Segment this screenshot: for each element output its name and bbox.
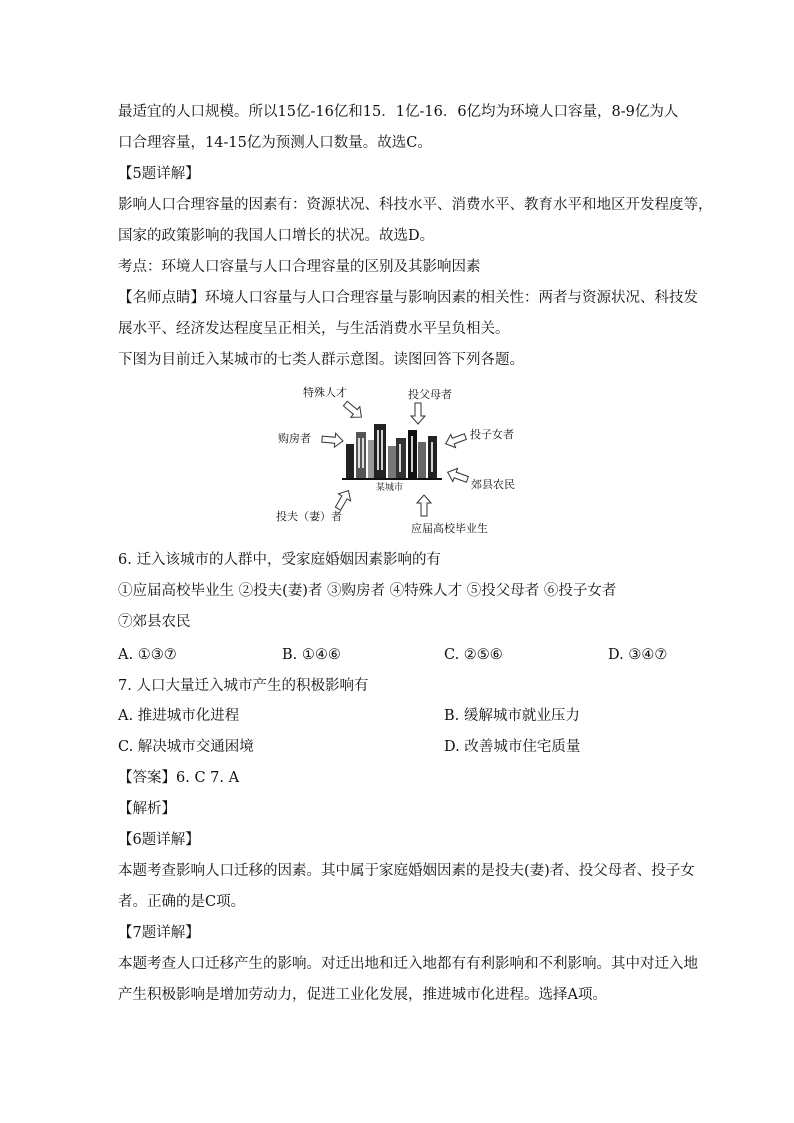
label-special-talent: 特殊人才: [303, 386, 347, 399]
q7-stem: 7. 人口大量迁入城市产生的积极影响有: [118, 678, 369, 694]
q7-option-c: C. 解决城市交通困境: [118, 739, 254, 755]
text-line: 展水平、经济发达程度呈正相关，与生活消费水平呈负相关。: [118, 321, 510, 337]
migration-diagram: [268, 380, 528, 538]
label-graduates: 应届高校毕业生: [411, 522, 488, 535]
q6-stem: 6. 迁入该城市的人群中，受家庭婚姻因素影响的有: [118, 552, 441, 568]
label-city: 某城市: [376, 483, 404, 493]
arrow-icon: [332, 487, 355, 512]
text-line: 影响人口合理容量的因素有：资源状况、科技水平、消费水平、教育水平和地区开发程度等，: [118, 197, 713, 213]
label-farmers: 郊县农民: [471, 478, 515, 491]
q7-option-d: D. 改善城市住宅质量: [444, 739, 581, 755]
arrow-icon: [443, 430, 468, 450]
arrow-icon: [411, 403, 425, 424]
q7-option-b: B. 缓解城市就业压力: [444, 708, 580, 724]
text-line: 口合理容量，14-15亿为预测人口数量。故选C。: [118, 135, 432, 151]
label-parents: 投父母者: [408, 388, 452, 401]
text-line: 本题考查影响人口迁移的因素。其中属于家庭婚姻因素的是投夫(妻)者、投父母者、投子女: [118, 863, 695, 879]
section-heading: 【6题详解】: [118, 832, 200, 848]
text-line: 本题考查人口迁移产生的影响。对迁出地和迁入地都有有利影响和不利影响。其中对迁入地: [118, 956, 698, 972]
text-line: 产生积极影响是增加劳动力，促进工业化发展，推进城市化进程。选择A项。: [118, 987, 607, 1003]
section-heading: 【5题详解】: [118, 166, 200, 182]
q6-option-c: C. ②⑤⑥: [444, 647, 503, 663]
q6-items: ⑦郊县农民: [118, 614, 191, 630]
label-spouse: 投夫（妻）者: [276, 510, 342, 523]
text-line: 下图为目前迁入某城市的七类人群示意图。读图回答下列各题。: [118, 352, 524, 368]
arrow-icon: [445, 466, 470, 486]
text-line: 【名师点睛】环境人口容量与人口合理容量与影响因素的相关性：两者与资源状况、科技发: [118, 290, 698, 306]
text-line: 国家的政策影响的我国人口增长的状况。故选D。: [118, 228, 435, 244]
arrow-icon: [321, 432, 343, 448]
q6-option-d: D. ③④⑦: [608, 647, 668, 663]
city-skyline-icon: [342, 424, 442, 480]
section-heading: 【7题详解】: [118, 925, 200, 941]
q6-items: ①应届高校毕业生 ②投夫(妻)者 ③购房者 ④特殊人才 ⑤投父母者 ⑥投子女者: [118, 583, 617, 599]
text-line: 考点：环境人口容量与人口合理容量的区别及其影响因素: [118, 259, 481, 275]
answer-line: 【答案】6. C 7. A: [118, 770, 240, 786]
q7-option-a: A. 推进城市化进程: [118, 708, 240, 724]
text-line: 者。正确的是C项。: [118, 894, 246, 910]
text-line: 最适宜的人口规模。所以15亿-16亿和15．1亿-16．6亿均为环境人口容量，8-9亿为人: [118, 104, 679, 120]
label-children: 投子女者: [470, 428, 514, 441]
q6-option-b: B. ①④⑥: [282, 647, 341, 663]
label-buyers: 购房者: [278, 432, 311, 445]
analysis-heading: 【解析】: [118, 801, 176, 817]
arrow-icon: [341, 398, 366, 422]
q6-option-a: A. ①③⑦: [118, 647, 177, 663]
arrow-icon: [417, 495, 431, 516]
